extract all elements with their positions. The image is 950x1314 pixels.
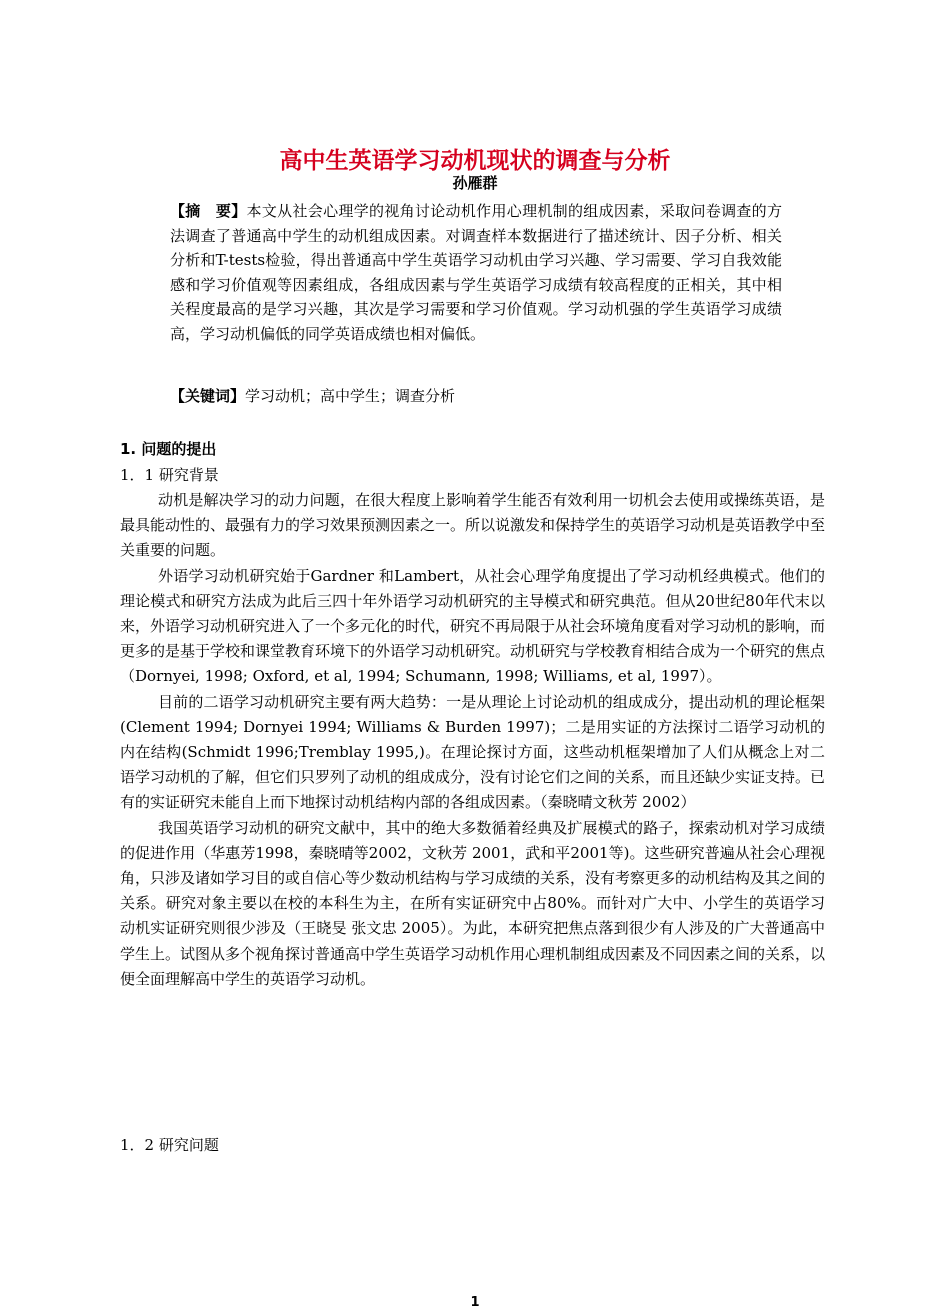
abstract bbox=[170, 199, 782, 346]
paper-title: 高中生英语学习动机现状的调查与分析 bbox=[279, 148, 671, 174]
keywords-text: 学习动机；高中学生；调查分析 bbox=[245, 387, 456, 405]
section-heading-1-2: 1．2 研究问题 bbox=[120, 1136, 219, 1154]
page-number: 1 bbox=[470, 1295, 480, 1310]
abstract-text: 本文从社会心理学的视角讨论动机作用心理机制的组成因素，采取问卷调查的方法调查了普通高中学生的动机组成因素。对调查样本数据进行了描述统计、因子分析、相关分析和T-tests检验，得出普通高中学生英语学习动机由学习兴趣、学习需要、学习自我效能感和学习价值观等因素组成，各组成因素与学生英语学习成绩有较高程度的正相关，其中相关程度最高的是学习兴趣，其次是学习需要和学习价值观。学习动机强的学生英语学习成绩高，学习动机偏低的同学英语成绩也相对偏低。 bbox=[170, 202, 782, 343]
keywords-label: 【关键词】 bbox=[170, 387, 246, 405]
paragraph: 我国英语学习动机的研究文献中，其中的绝大多数循着经典及扩展模式的路子，探索动机对学习成绩的促进作用（华惠芳1998，秦晓晴等2002，文秋芳 2001，武和平2001等)。这些研究普遍从社会心理视角，只涉及诸如学习目的或自信心等少数动机结构与学习成绩的关系，没有考察更多的动机结构及其之间的关系。研究对象主要以在校的本科生为主，在所有实证研究中占80%。而针对广大中、小学生的英语学习动机实证研究则很少涉及（王晓旻 张文忠 2005）。为此，本研究把焦点落到很少有人涉及的广大普通高中学生上。试图从多个视角探讨普通高中学生英语学习动机作用心理机制组成因素及不同因素之间的关系，以便全面理解高中学生的英语学习动机。 bbox=[120, 818, 826, 988]
paragraph: 外语学习动机研究始于Gardner 和Lambert，从社会心理学角度提出了学习动机经典模式。他们的理论模式和研究方法成为此后三四十年外语学习动机研究的主导模式和研究典范。但从20世纪80年代末以来，外语学习动机研究进入了一个多元化的时代，研究不再局限于从社会环境角度看对学习动机的影响，而更多的是基于学校和课堂教育环境下的外语学习动机研究。动机研究与学校教育相结合成为一个研究的焦点（Dornyei, 1998; Oxford, et al, 1994; Schumann, 1998; Williams, et al, 1997）。 bbox=[120, 566, 826, 686]
section-heading-1: 1. 问题的提出 bbox=[120, 440, 217, 458]
body-text bbox=[120, 488, 825, 992]
paragraph: 目前的二语学习动机研究主要有两大趋势：一是从理论上讨论动机的组成成分，提出动机的理论框架(Clement 1994; Dornyei 1994; Williams & Burden 1997)；二是用实证的方法探讨二语学习动机的内在结构(Schmidt 1996;Tremblay 1995,)。在理论探讨方面，这些动机框架增加了人们从概念上对二语学习动机的了解，但它们只罗列了动机的组成成分，没有讨论它们之间的关系，而且还缺少实证支持。已有的实证研究未能自上而下地探讨动机结构内部的各组成因素。（秦晓晴文秋芳 2002） bbox=[120, 692, 826, 812]
abstract-label: 【摘 要】 bbox=[170, 202, 247, 220]
section-heading-1-1: 1．1 研究背景 bbox=[120, 466, 219, 484]
paper-author: 孙雁群 bbox=[452, 174, 498, 192]
paragraph: 动机是解决学习的动力问题，在很大程度上影响着学生能否有效利用一切机会去使用或操练英语，是最具能动性的、最强有力的学习效果预测因素之一。所以说激发和保持学生的英语学习动机是英语教学中至关重要的问题。 bbox=[120, 491, 826, 560]
keywords bbox=[170, 384, 782, 408]
